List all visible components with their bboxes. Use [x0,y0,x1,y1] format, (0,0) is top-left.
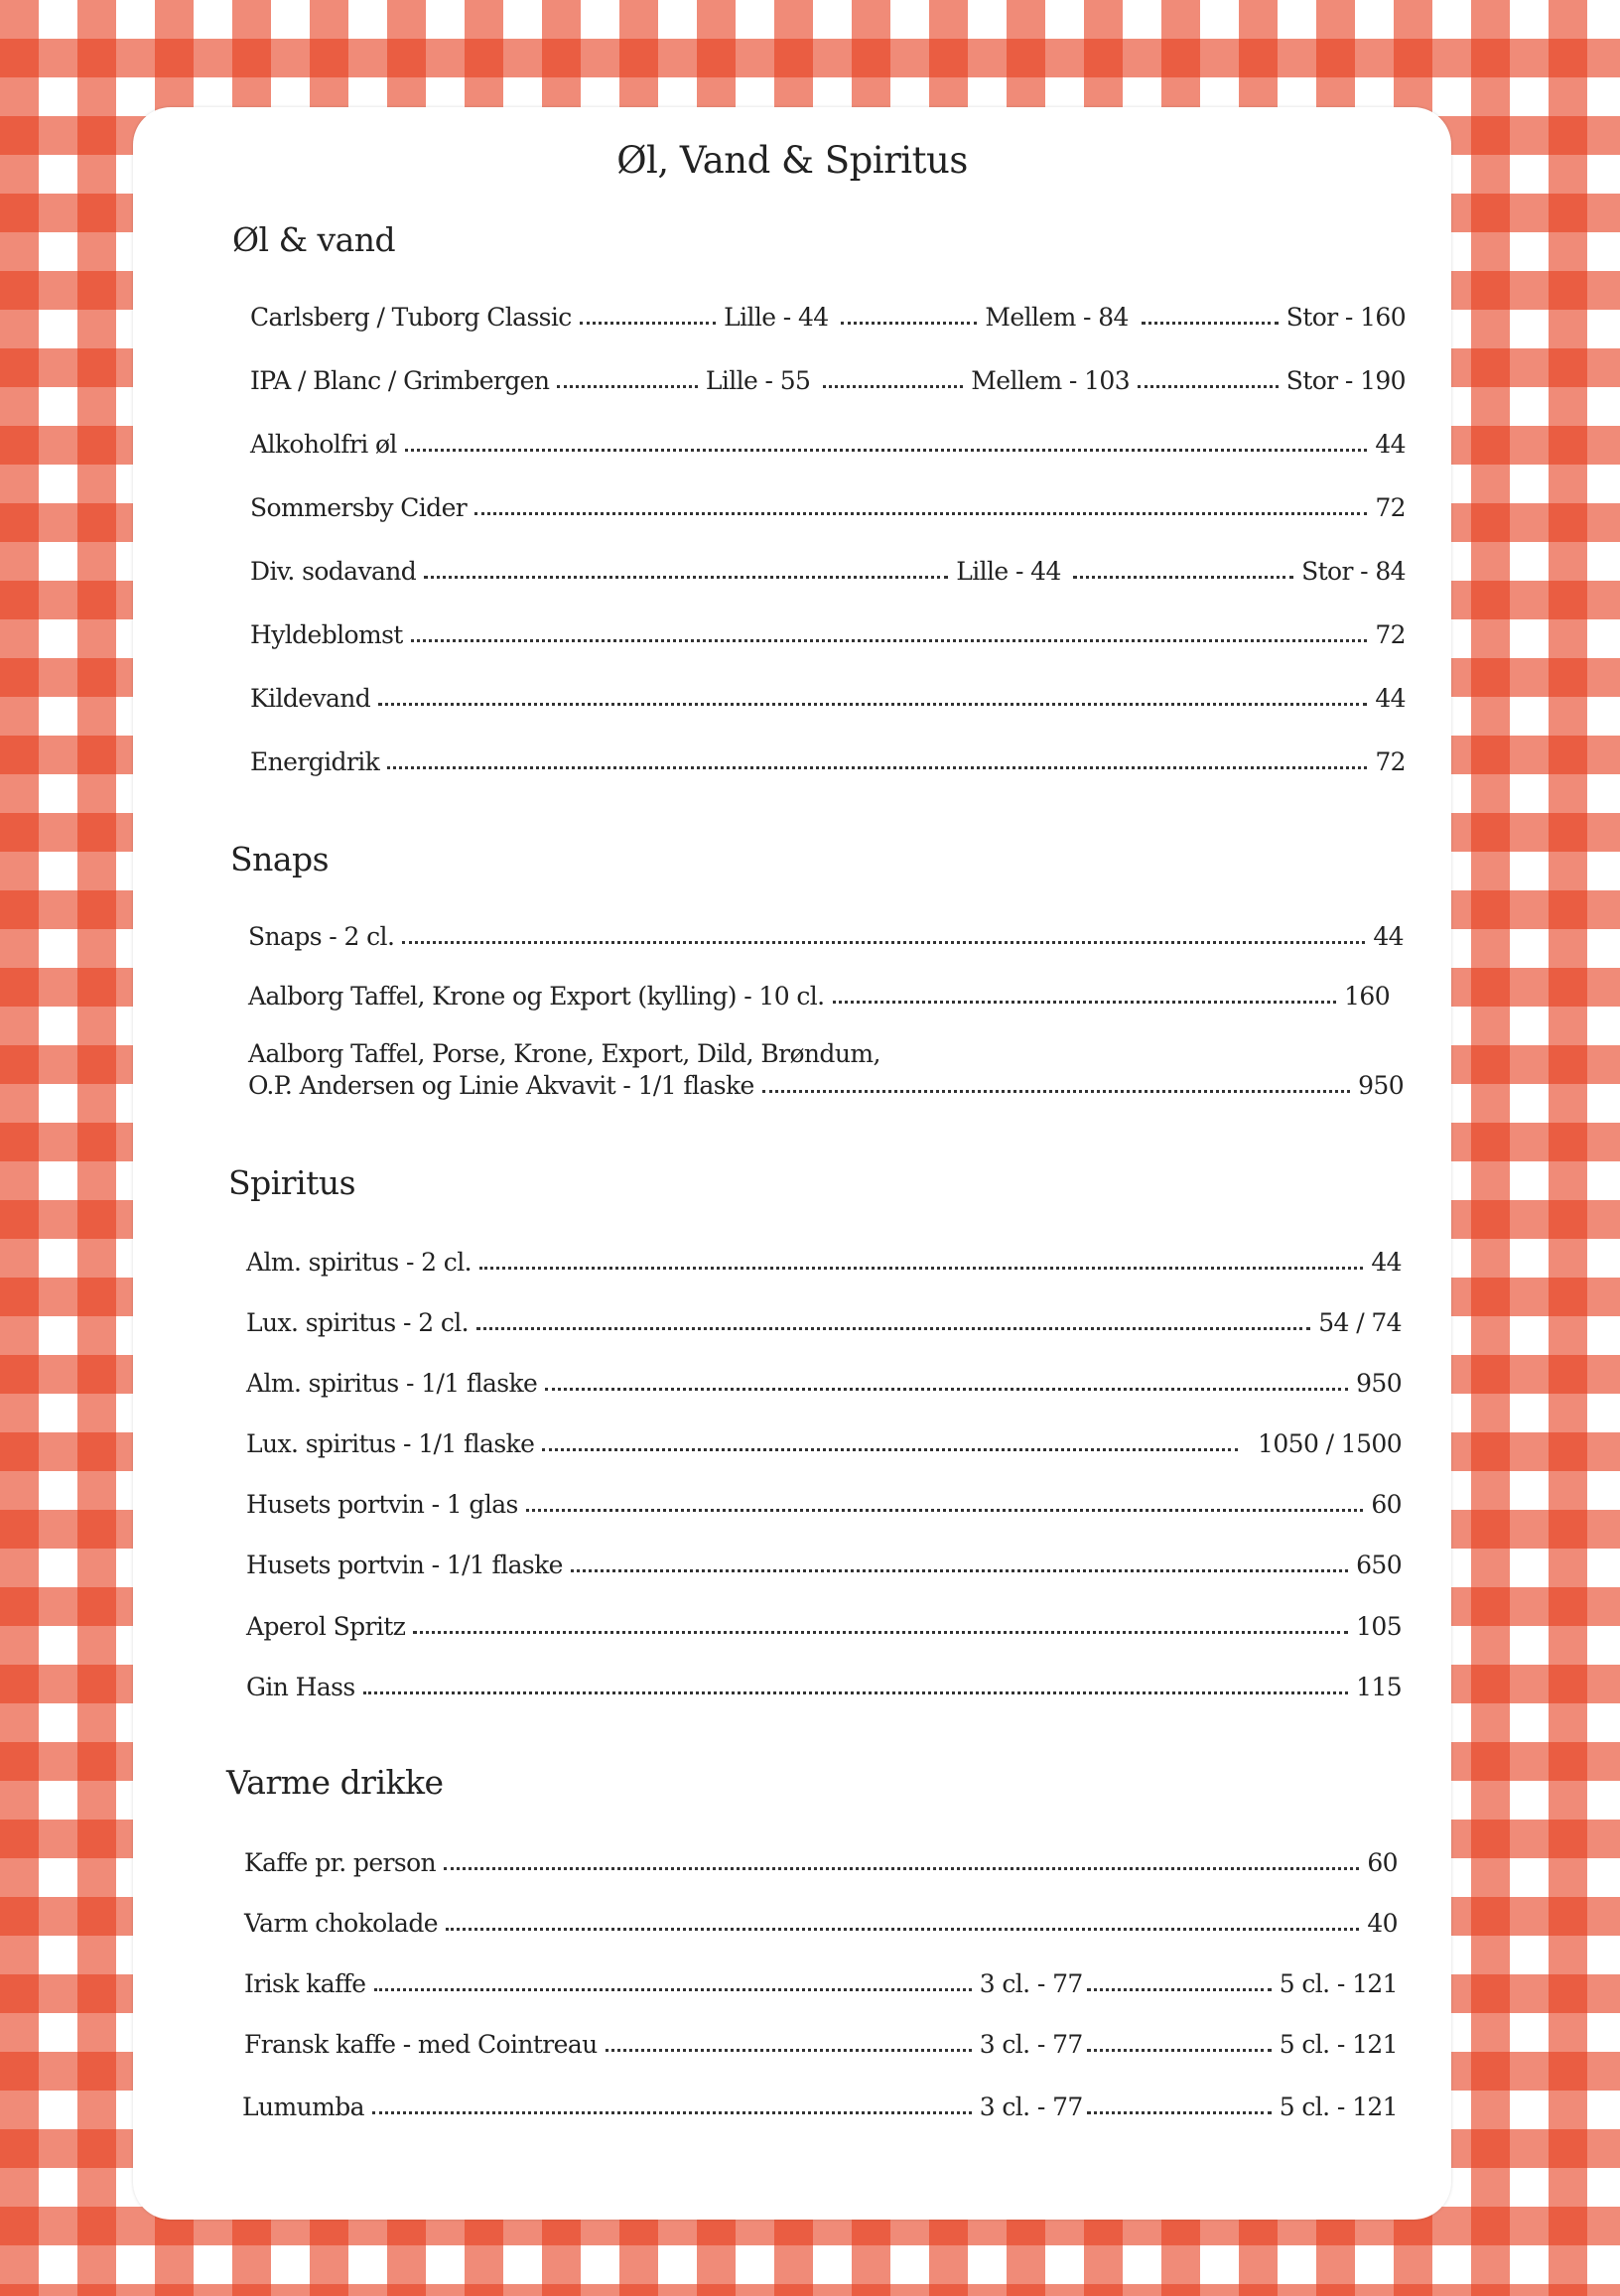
dot-leader [378,703,1367,706]
menu-item-lumumba [242,2082,1398,2121]
item-name: Irisk kaffe [244,1969,366,1998]
item-name: Energidrik [250,747,380,776]
item-price: 115 [1356,1673,1402,1701]
item-name: Alm. spiritus - 2 cl. [246,1248,472,1277]
item-name-line1: Aalborg Taffel, Porse, Krone, Export, Dild, Brøndum, [248,1039,880,1068]
dot-leader [545,1388,1348,1391]
menu-item-ipa [250,355,1406,395]
dot-leader [474,512,1367,515]
item-price: 44 [1375,430,1406,459]
dot-leader [479,1267,1363,1270]
menu-item-aperol-spritz [246,1601,1402,1641]
item-name: Lux. spiritus - 1/1 flaske [246,1429,535,1458]
menu-item-snaps [248,911,1404,951]
item-name-line2: O.P. Andersen og Linie Akvavit - 1/1 flaske [248,1071,754,1100]
menu-item-alm-spiritus-flaske [246,1358,1402,1398]
item-name: Hyldeblomst [250,620,403,649]
dot-leader [762,1090,1350,1093]
item-size-small: 3 cl. - 77 [979,2030,1083,2059]
item-name: Alm. spiritus - 1/1 flaske [246,1369,538,1398]
item-size-medium: Mellem - 84 [985,303,1129,332]
dot-leader [446,1928,1359,1931]
item-name: Kaffe pr. person [244,1848,437,1877]
item-name: Fransk kaffe - med Cointreau [244,2030,598,2059]
item-price: 950 [1356,1369,1402,1398]
dot-leader [833,1001,1337,1004]
item-price: 60 [1371,1490,1402,1519]
item-price: 72 [1375,620,1406,649]
menu-item-fransk-kaffe [244,2019,1398,2059]
item-price: 1050 / 1500 [1258,1429,1402,1458]
item-name: Lux. spiritus - 2 cl. [246,1308,469,1337]
item-price: 40 [1367,1909,1398,1938]
item-name: Husets portvin - 1 glas [246,1490,518,1519]
dot-leader [374,1988,972,1991]
menu-item-aalborg-10cl [248,971,1390,1011]
dot-leader [1087,2111,1272,2114]
menu-item-gin-hass [246,1662,1402,1701]
dot-leader [1138,385,1278,388]
item-name: Carlsberg / Tuborg Classic [250,303,572,332]
item-size-small: Lille - 44 [956,557,1061,586]
item-size-large: Stor - 160 [1285,303,1407,332]
menu-item-energidrik [250,737,1406,776]
dot-leader [823,385,963,388]
dot-leader [387,766,1367,769]
section-title-varme-drikke: Varme drikke [226,1763,444,1802]
dot-leader [1142,322,1278,325]
item-price: 950 [1358,1071,1404,1100]
section-title-ol-vand: Øl & vand [232,220,396,259]
item-price: 44 [1373,922,1404,951]
dot-leader [363,1691,1348,1694]
menu-item-alm-spiritus-2cl [246,1237,1402,1277]
menu-item-carlsberg [250,292,1406,332]
menu-item-hyldeblomst [250,609,1406,649]
item-size-large: Stor - 190 [1285,366,1406,395]
dot-leader [580,322,716,325]
item-name: Husets portvin - 1/1 flaske [246,1551,563,1579]
item-name: Snaps - 2 cl. [248,922,395,951]
dot-leader [476,1327,1310,1330]
item-price: 44 [1375,684,1406,713]
item-name: IPA / Blanc / Grimbergen [250,366,550,395]
item-name: Gin Hass [246,1673,355,1701]
dot-leader [557,385,697,388]
dot-leader [1087,1988,1272,1991]
item-price: 160 [1344,982,1390,1011]
item-size-small: 3 cl. - 77 [979,1969,1083,1998]
item-name: Sommersby Cider [250,493,468,522]
dot-leader [1073,576,1293,579]
dot-leader [1087,2049,1272,2052]
item-price: 650 [1356,1551,1402,1579]
item-name: Div. sodavand [250,557,417,586]
menu-item-kildevand [250,673,1406,713]
menu-item-sommersby [250,482,1406,522]
dot-leader [542,1448,1238,1451]
dot-leader [444,1867,1359,1870]
page-title: Øl, Vand & Spiritus [616,139,968,182]
dot-leader [405,449,1368,452]
dot-leader [402,941,1365,944]
dot-leader [606,2049,972,2052]
menu-item-alkoholfri [250,419,1406,459]
item-name: Alkoholfri øl [250,430,397,459]
dot-leader [372,2111,972,2114]
item-size-large: Stor - 84 [1301,557,1406,586]
menu-item-sodavand [250,546,1406,586]
dot-leader [526,1509,1364,1512]
item-size-large: 5 cl. - 121 [1279,1969,1398,1998]
item-size-medium: Mellem - 103 [971,366,1131,395]
item-price: 60 [1367,1848,1398,1877]
dot-leader [413,1631,1348,1634]
dot-leader [571,1569,1348,1572]
item-price: 105 [1356,1612,1402,1641]
menu-item-lux-spiritus-flaske [246,1418,1402,1458]
dot-leader [424,576,948,579]
item-size-small: Lille - 55 [705,366,811,395]
dot-leader [411,639,1368,642]
item-size-large: 5 cl. - 121 [1279,2030,1398,2059]
dot-leader [841,322,977,325]
item-size-small: Lille - 44 [724,303,829,332]
item-size-large: 5 cl. - 121 [1279,2093,1398,2121]
item-name: Kildevand [250,684,371,713]
menu-item-kaffe [244,1837,1398,1877]
item-size-small: 3 cl. - 77 [979,2093,1083,2121]
menu-item-lux-spiritus-2cl [246,1297,1402,1337]
section-title-spiritus: Spiritus [228,1163,356,1202]
item-name: Lumumba [242,2093,364,2121]
menu-item-portvin-flaske [246,1540,1402,1579]
item-name: Aperol Spritz [246,1612,406,1641]
item-name: Varm chokolade [244,1909,438,1938]
item-name: Aalborg Taffel, Krone og Export (kylling) - 10 cl. [248,982,825,1011]
menu-item-varm-chokolade [244,1898,1398,1938]
menu-item-aalborg-flaske [248,1060,1404,1100]
item-price: 54 / 74 [1318,1308,1402,1337]
menu-item-portvin-glas [246,1479,1402,1519]
item-price: 44 [1371,1248,1402,1277]
menu-item-irisk-kaffe [244,1958,1398,1998]
item-price: 72 [1375,747,1406,776]
item-price: 72 [1375,493,1406,522]
section-title-snaps: Snaps [230,840,330,878]
menu-card [133,107,1451,2220]
